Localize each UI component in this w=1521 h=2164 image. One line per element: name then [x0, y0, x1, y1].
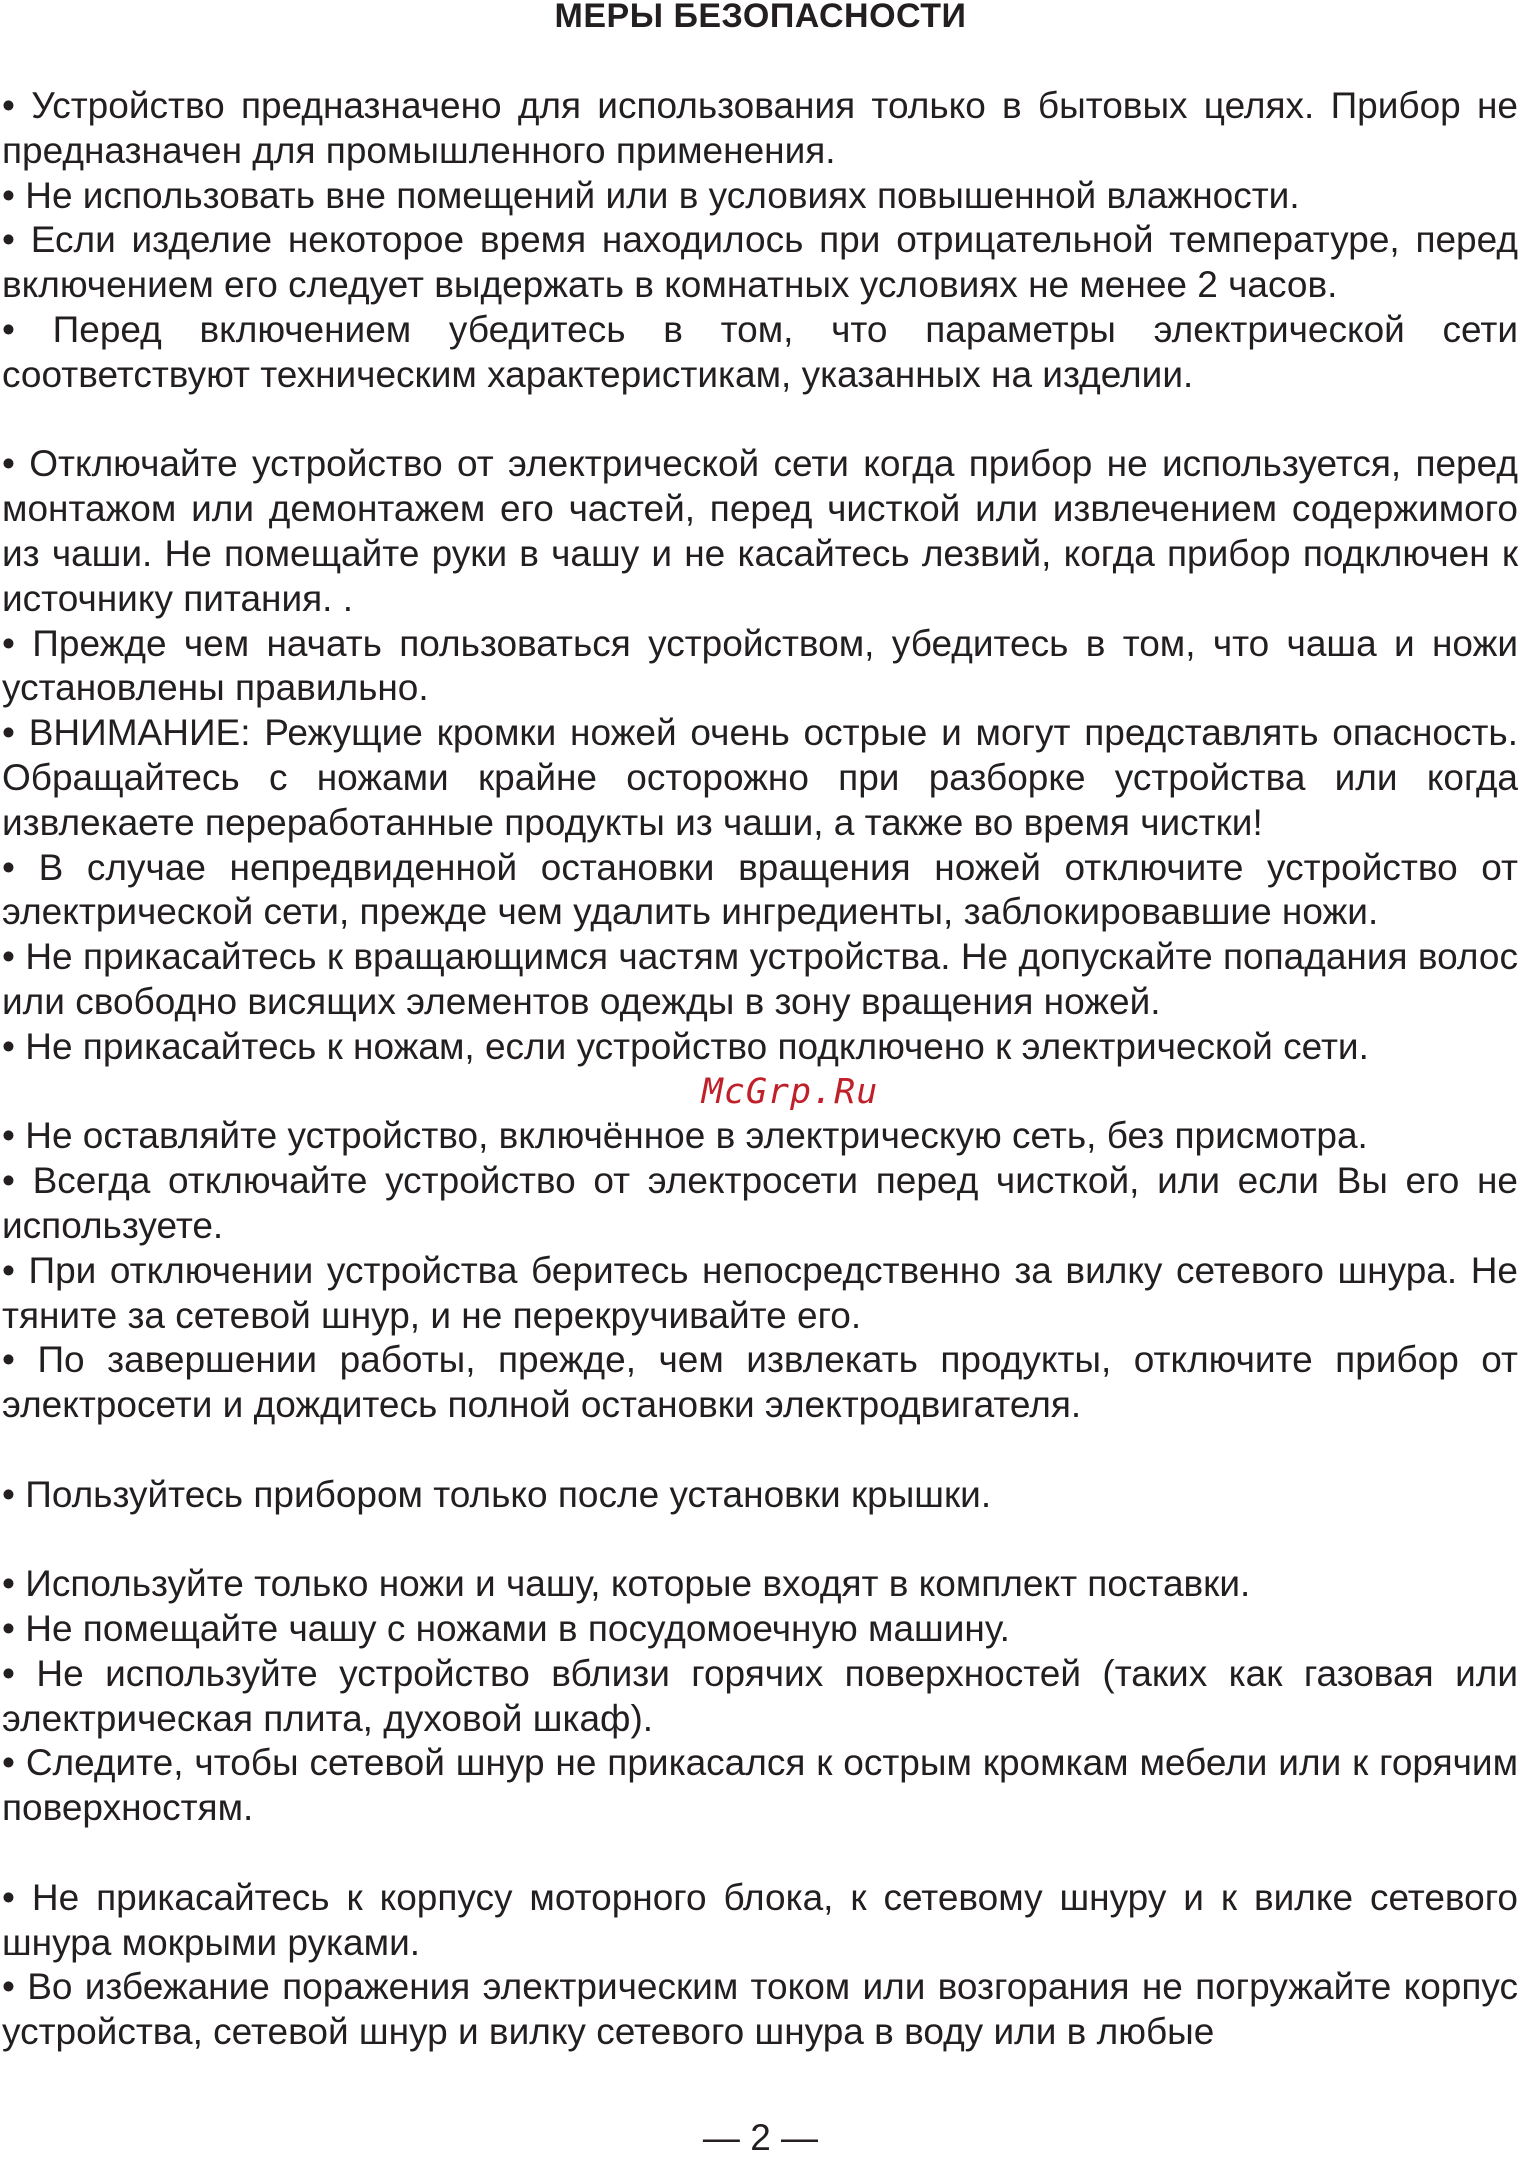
safety-item: • Не оставляйте устройство, включённое в электрическую сеть, без присмотра.: [2, 1115, 1368, 1157]
safety-item: • Пользуйтесь прибором только после установки крышки.: [2, 1473, 992, 1515]
safety-item: • Не помещайте чашу с ножами в посудомоечную машину.: [2, 1608, 1010, 1650]
safety-item: • Не использовать вне помещений или в условиях повышенной влажности.: [2, 174, 1300, 216]
blank-line: [2, 398, 1518, 443]
safety-item: • Перед включением убедитесь в том, что параметры электрической сети соответствуют техническим характеристикам, указанных на изделии.: [2, 308, 1518, 395]
blank-line: [2, 1518, 1518, 1563]
safety-instructions-body: [2, 84, 1518, 2055]
page-title: МЕРЫ БЕЗОПАСНОСТИ: [554, 0, 967, 35]
safety-item: • Не прикасайтесь к вращающимся частям устройства. Не допускайте попадания волос или свободно висящих элементов одежды в зону вращения ножей.: [2, 936, 1518, 1022]
safety-item: • Не используйте устройство вблизи горячих поверхностей (таких как газовая или электрическая плита, духовой шкаф).: [2, 1652, 1518, 1739]
safety-item: • Всегда отключайте устройство от электросети перед чисткой, или если Вы его не используете.: [2, 1160, 1518, 1246]
watermark: McGrp.Ru: [701, 1071, 879, 1112]
blank-line: [2, 1428, 1518, 1473]
safety-item: • По завершении работы, прежде, чем извлекать продукты, отключите прибор от электросети и дождитесь полной остановки электродвигателя.: [2, 1339, 1518, 1426]
safety-item: • ВНИМАНИЕ: Режущие кромки ножей очень острые и могут представлять опасность. Обращайтесь с ножами крайне осторожно при разборке устройства или когда извлекаете переработанные продукты из чаши, а также во время чистки!: [2, 712, 1518, 843]
blank-line: [2, 1831, 1518, 1876]
safety-item: • Прежде чем начать пользоваться устройством, убедитесь в том, что чаша и ножи установлены правильно.: [2, 622, 1518, 709]
safety-item: • При отключении устройства беритесь непосредственно за вилку сетевого шнура. Не тяните за сетевой шнур, и не перекручивайте его.: [2, 1249, 1518, 1336]
safety-item: • Используйте только ножи и чашу, которые входят в комплект поставки.: [2, 1563, 1251, 1605]
safety-item: • Во избежание поражения электрическим током или возгорания не погружайте корпус устройства, сетевой шнур и вилку сетевого шнура в воду или в любые: [2, 1966, 1518, 2053]
safety-item: • Устройство предназначено для использования только в бытовых целях. Прибор не предназначен для промышленного применения.: [2, 85, 1518, 171]
safety-item: • В случае непредвиденной остановки вращения ножей отключите устройство от электрической сети, прежде чем удалить ингредиенты, заблокировавшие ножи.: [2, 846, 1518, 933]
safety-item: • Не прикасайтесь к корпусу моторного блока, к сетевому шнуру и к вилке сетевого шнура мокрыми руками.: [2, 1876, 1518, 1963]
safety-item: • Не прикасайтесь к ножам, если устройство подключено к электрической сети.: [2, 1025, 1369, 1067]
safety-item: • Если изделие некоторое время находилось при отрицательной температуре, перед включением его следует выдержать в комнатных условиях не менее 2 часов.: [2, 219, 1518, 306]
safety-item: • Отключайте устройство от электрической сети когда прибор не используется, перед монтажом или демонтажем его частей, перед чисткой или извлечением содержимого из чаши. Не помещайте руки в чашу и не касайтесь лезвий, когда прибор подключен к источнику питания. .: [2, 443, 1518, 619]
safety-item: • Следите, чтобы сетевой шнур не прикасался к острым кромкам мебели или к горячим поверхностям.: [2, 1742, 1518, 1829]
page-number: — 2 —: [702, 2117, 819, 2158]
